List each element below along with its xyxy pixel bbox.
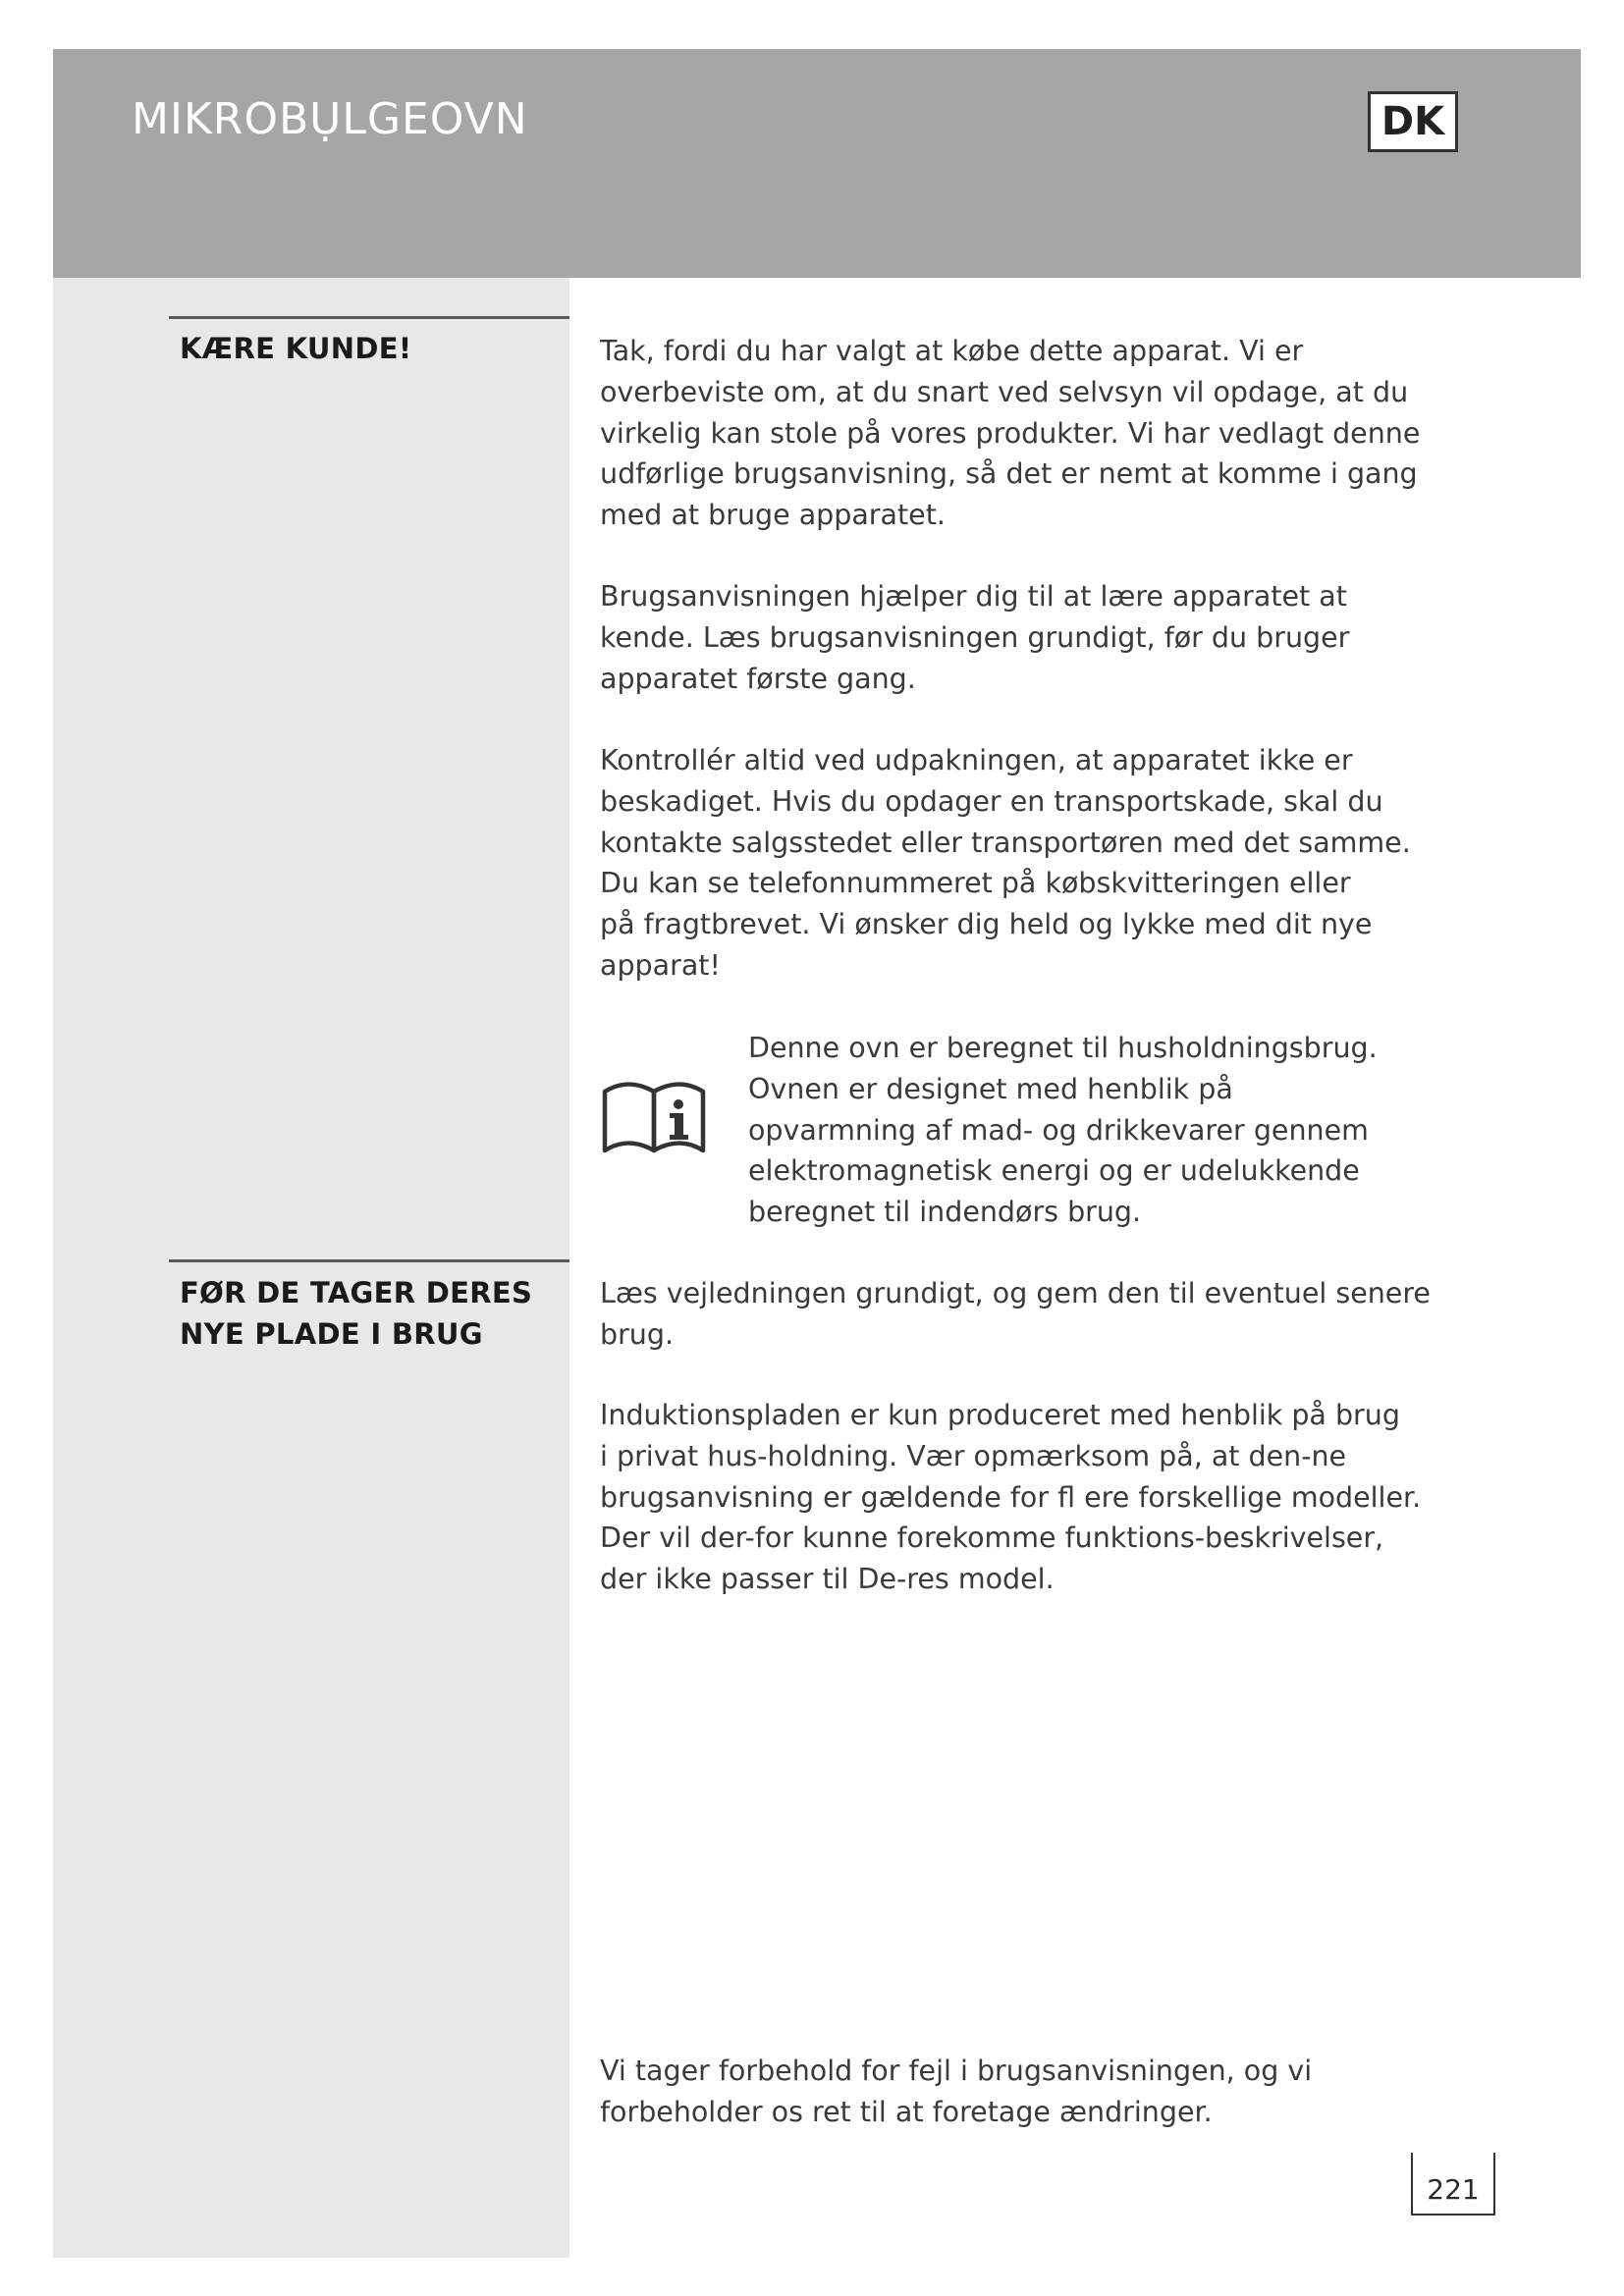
page-header xyxy=(53,49,1581,278)
section-divider xyxy=(169,316,569,319)
page-number: 221 xyxy=(1427,2173,1480,2206)
section-divider xyxy=(169,1259,569,1262)
section-title-dear-customer: KÆRE KUNDE! xyxy=(180,332,412,365)
paragraph-manual-help: Brugsanvisningen hjælper dig til at lære apparatet at kende. Læs brugsanvisningen grundigt, før du bruger apparatet første gang. xyxy=(600,580,1350,695)
page-number-box xyxy=(1411,2153,1495,2216)
language-badge: DK xyxy=(1368,91,1458,152)
household-use-note: Denne ovn er beregnet til husholdningsbrug. Ovnen er designet med henblik på opvarmning af mad- og drikkevarer gennem elektromagnetisk energi og er udelukkende beregnet til indendørs brug. xyxy=(748,1032,1378,1229)
manual-info-icon xyxy=(601,1074,707,1154)
paragraph-check-damage: Kontrollér altid ved udpakningen, at apparatet ikke er beskadiget. Hvis du opdager en transportskade, skal du kontakte salgsstedet eller transportøren med det samme. Du kan se telefonnummeret på købskvitteringen eller på fragtbrevet. Vi ønsker dig held og lykke med dit nye apparat! xyxy=(600,744,1411,982)
paragraph-read-guide: Læs vejledningen grundigt, og gem den til eventuel senere brug. xyxy=(600,1277,1431,1351)
paragraph-induction-hob: Induktionspladen er kun produceret med henblik på brug i privat hus-holdning. Vær opmærksom på, at den-ne brugsanvisning er gældende for fl ere forskellige modeller. Der vil der-for kunne forekomme funktions-beskrivelser, der ikke passer til De-res model. xyxy=(600,1399,1422,1596)
section-title-before-use: FØR DE TAGER DERES NYE PLADE I BRUG xyxy=(180,1276,533,1351)
paragraph-thanks: Tak, fordi du har valgt at købe dette apparat. Vi er overbeviste om, at du snart ved selvsyn vil opdage, at du virkelig kan stole på vores produkter. Vi har vedlagt denne udførlige brugsanvisning, så det er nemt at komme i gang med at bruge apparatet. xyxy=(600,335,1421,532)
sidebar-column xyxy=(53,278,569,2258)
disclaimer-text: Vi tager forbehold for fejl i brugsanvisningen, og vi forbeholder os ret til at foretage ændringer. xyxy=(600,2055,1313,2128)
page-title: MIKROBỤLGEOVN xyxy=(132,94,528,144)
